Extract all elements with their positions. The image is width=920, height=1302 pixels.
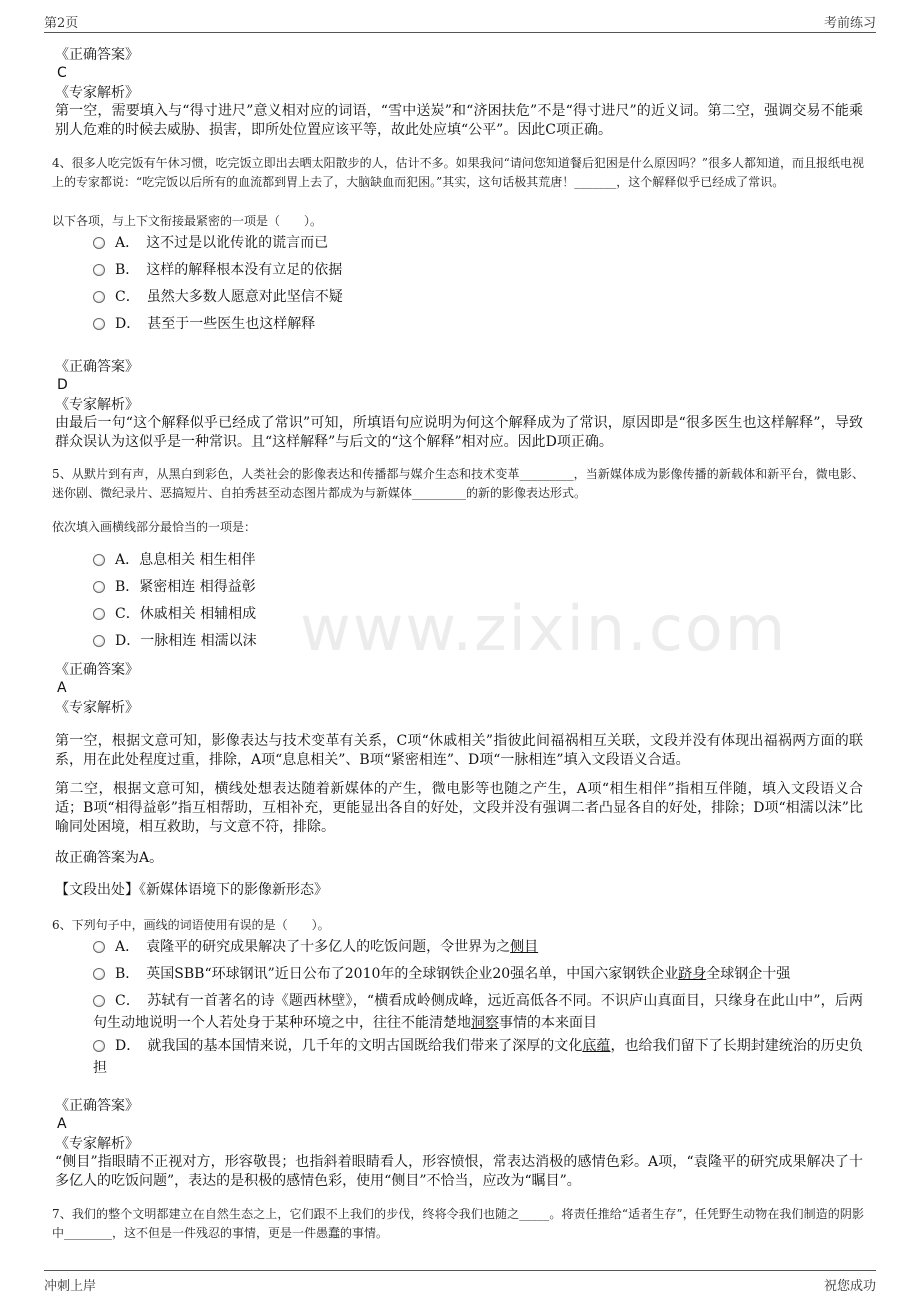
radio-icon[interactable]: [93, 554, 105, 566]
question-6-stem: 6、下列句子中，画线的词语使用有误的是（ ）。: [52, 918, 330, 932]
expert-analysis-label: 《专家解析》: [55, 85, 139, 101]
source-citation: 【文段出处】《新媒体语境下的影像新形态》: [55, 882, 328, 898]
analysis-paragraph-1: 第一空，根据文意可知，影像表达与技术变革有关系，C项“休戚相关”指彼此间福祸相互关联，文段并没有体现出福祸两方面的联系，用在此处程度过重，排除，A项“息息相关”、B项“紧密相连”、D项“一脉相连”填入文段语义合适。: [55, 733, 863, 768]
option-d[interactable]: [93, 630, 873, 652]
option-d[interactable]: [93, 313, 873, 335]
underlined-word: 侧目: [510, 939, 539, 955]
option-c[interactable]: [93, 603, 873, 625]
underlined-word: 洞察: [471, 1015, 499, 1031]
underlined-word: 底蕴: [582, 1038, 611, 1054]
radio-icon[interactable]: [93, 941, 105, 953]
correct-answer: D: [57, 377, 68, 393]
option-label: B．紧密相连 相得益彰: [115, 579, 256, 595]
radio-icon[interactable]: [93, 608, 105, 620]
question-7-stem: 7、我们的整个文明都建立在自然生态之上，它们跟不上我们的步伐，终将令我们也随之_____。将责任推给“适者生存”，任凭野生动物在我们制造的阴影中________，这不但是一件残忍的事情，更是一件愚蠢的事情。: [52, 1207, 864, 1240]
question-5-prompt: 依次填入画横线部分最恰当的一项是：: [52, 520, 257, 534]
correct-answer-label: 《正确答案》: [55, 662, 139, 678]
page-header: [44, 12, 876, 33]
expert-analysis-label: 《专家解析》: [55, 397, 139, 413]
radio-icon[interactable]: [93, 318, 105, 330]
option-b[interactable]: [93, 576, 873, 598]
correct-answer-label: 《正确答案》: [55, 1098, 139, 1114]
option-label: B． 这样的解释根本没有立足的依据: [115, 262, 343, 278]
question-4-prompt: 以下各项，与上下文衔接最紧密的一项是（ ）。: [52, 214, 323, 228]
question-5-stem: 5、从默片到有声，从黑白到彩色，人类社会的影像表达和传播都与媒介生态和技术变革_________，当新媒体成为影像传播的新载体和新平台，微电影、迷你剧、微纪录片、恶搞短片、自拍秀甚至动态图片都成为与新媒体_________的新的影像表达形式。: [52, 467, 864, 500]
analysis-text: 由最后一句“这个解释似乎已经成了常识”可知，所填语句应说明为何这个解释成为了常识，原因即是“很多医生也这样解释”，导致群众误认为这似乎是一种常识。且“这样解释”与后文的“这个解释”相对应。因此D项正确。: [55, 415, 863, 450]
correct-answer-label: 《正确答案》: [55, 359, 139, 375]
expert-analysis-label: 《专家解析》: [55, 1136, 139, 1152]
radio-icon[interactable]: [93, 581, 105, 593]
footer-right: 祝您成功: [823, 1279, 876, 1294]
option-c[interactable]: [93, 990, 863, 1034]
option-c[interactable]: [93, 286, 873, 308]
option-a[interactable]: [93, 936, 873, 958]
analysis-paragraph-2: 第二空，根据文意可知，横线处想表达随着新媒体的产生，微电影等也随之产生，A项“相生相伴”指相互伴随，填入文段语义合适；B项“相得益彰”指互相帮助，互相补充，更能显出各自的好处，文段并没有强调二者凸显各自的好处，排除；D项“相濡以沫”比喻同处困境，相互救助，与文意不符，排除。: [55, 781, 863, 835]
radio-icon[interactable]: [93, 291, 105, 303]
option-label: A．息息相关 相生相伴: [115, 552, 256, 568]
radio-icon[interactable]: [93, 635, 105, 647]
option-b[interactable]: [93, 259, 873, 281]
expert-analysis-label: 《专家解析》: [55, 700, 139, 716]
footer-left: 冲刺上岸: [44, 1279, 97, 1294]
correct-answer: A: [57, 680, 67, 696]
option-label: D． 甚至于一些医生也这样解释: [115, 316, 316, 332]
option-text: D． 就我国的基本国情来说，几千年的文明古国既给我们带来了深厚的文化: [115, 1038, 583, 1054]
option-text-tail: 全球钢企十强: [706, 966, 791, 982]
page-number: 第2页: [44, 16, 79, 31]
option-b[interactable]: [93, 963, 873, 985]
correct-answer: C: [57, 65, 67, 81]
radio-icon[interactable]: [93, 1040, 105, 1052]
option-text-tail: 事情的本来面目: [499, 1015, 597, 1031]
correct-answer-label: 《正确答案》: [55, 47, 139, 63]
correct-answer: A: [57, 1116, 67, 1132]
watermark: www.zixin.com: [300, 592, 788, 665]
option-label: C． 虽然大多数人愿意对此坚信不疑: [115, 289, 343, 305]
option-label: C．休戚相关 相辅相成: [115, 606, 257, 622]
radio-icon[interactable]: [93, 968, 105, 980]
question-4-stem: 4、很多人吃完饭有午休习惯，吃完饭立即出去晒太阳散步的人，估计不多。如果我问“请问您知道餐后犯困是什么原因吗？”很多人都知道，而且报纸电视上的专家都说：“吃完饭以后所有的血流都到胃上去了，大脑缺血而犯困。”其实，这句话极其荒唐！_______，这个解释似乎已经成了常识。: [52, 156, 864, 189]
header-title: 考前练习: [823, 16, 876, 31]
option-a[interactable]: [93, 549, 873, 571]
option-text-tail: ，也给我们留下了长期封建统治的历史负担: [93, 1038, 864, 1076]
radio-icon[interactable]: [93, 237, 105, 249]
option-d[interactable]: [93, 1035, 863, 1079]
radio-icon[interactable]: [93, 264, 105, 276]
option-label: A． 这不过是以讹传讹的谎言而已: [115, 235, 329, 251]
analysis-text: 第一空，需要填入与“得寸进尺”意义相对应的词语，“雪中送炭”和“济困扶危”不是“得寸进尺”的近义词。第二空，强调交易不能乘别人危难的时候去威胁、损害，即所处位置应该平等，故此处应填“公平”。因此C项正确。: [55, 103, 863, 138]
page-footer: [44, 1270, 876, 1295]
option-a[interactable]: [93, 232, 873, 254]
option-label: D．一脉相连 相濡以沫: [115, 633, 257, 649]
option-text: A． 袁隆平的研究成果解决了十多亿人的吃饭问题，令世界为之: [115, 939, 511, 955]
radio-icon[interactable]: [93, 995, 105, 1007]
analysis-conclusion: 故正确答案为A。: [55, 850, 164, 866]
analysis-text: “侧目”指眼睛不正视对方，形容敬畏；也指斜着眼睛看人，形容愤恨，常表达消极的感情色彩。A项，“袁隆平的研究成果解决了十多亿人的吃饭问题”，表达的是积极的感情色彩，使用“侧目”不恰当，应改为“瞩目”。: [55, 1154, 863, 1189]
underlined-word: 跻身: [678, 966, 707, 982]
option-text: C． 苏轼有一首著名的诗《题西林壁》，“横看成岭侧成峰，远近高低各不同。不识庐山真面目，只缘身在此山中”，后两句生动地说明一个人若处身于某种环境之中，往往不能清楚地: [93, 993, 863, 1031]
option-text: B． 英国SBB“环球钢讯”近日公布了2010年的全球钢铁企业20强名单，中国六家钢铁企业: [115, 966, 679, 982]
